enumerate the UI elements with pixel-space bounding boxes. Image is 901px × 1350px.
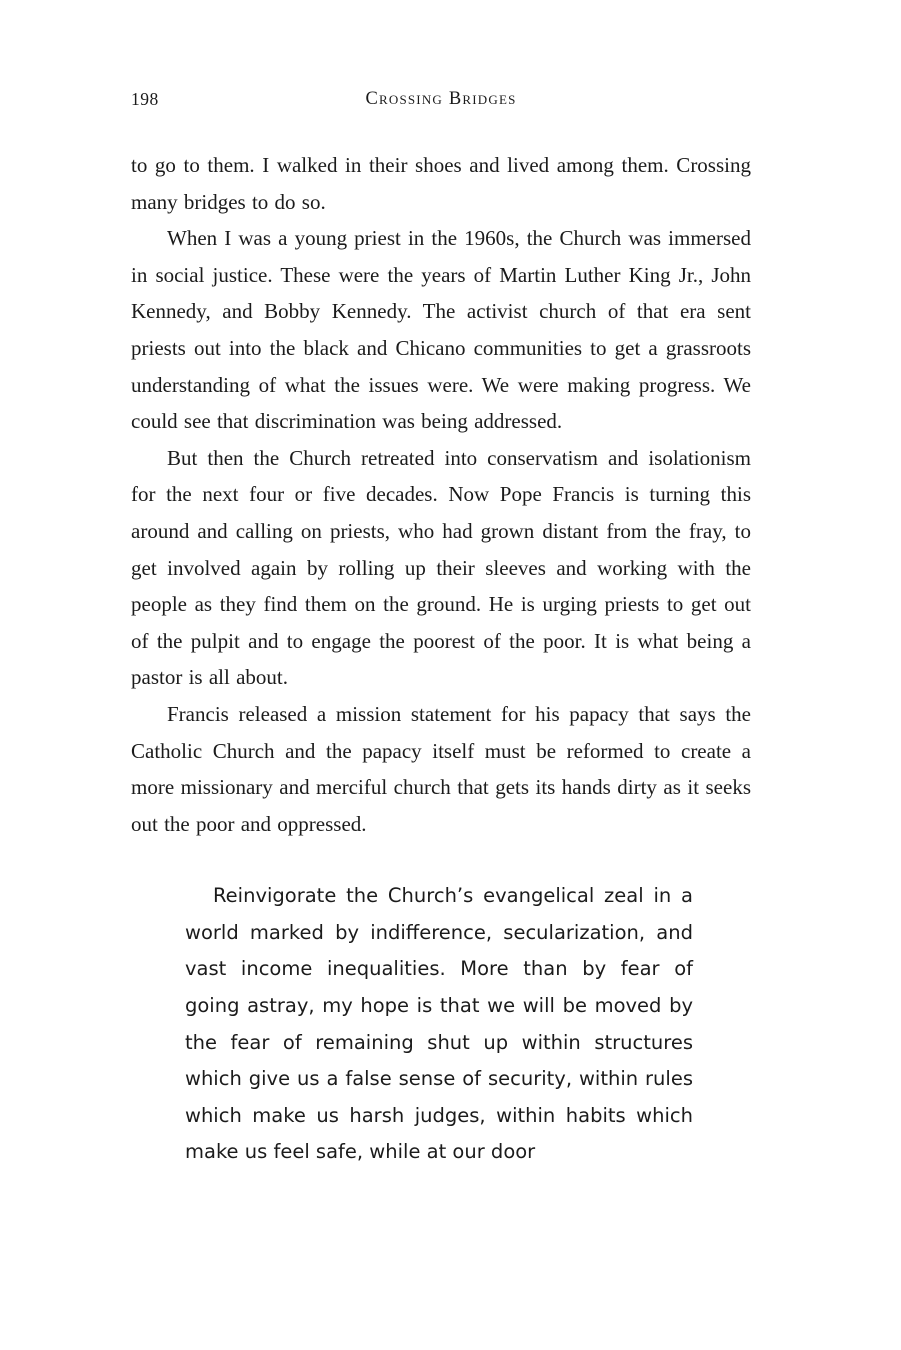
paragraph: Francis released a mission statement for his papacy that says the Catholic Church and the papacy itself must be reformed to create a more missionary and merciful church that gets its hands dirty as it seeks out the poor and oppressed. [131,701,751,836]
paragraph: When I was a young priest in the 1960s, the Church was immersed in social justice. These were the years of Martin Luther King Jr., John Kennedy, and Bobby Kennedy. The activist church of that era sent priests out into the black and Chicano communities to get a grassroots understanding of what the issues were. We were making progress. We could see that discrimination was being addressed. [131,226,751,434]
body-text [131,147,751,1171]
paragraph: But then the Church retreated into conservatism and isolationism for the next four or five decades. Now Pope Francis is turning this around and calling on priests, who had grown distant from the fray, to get involved again by rolling up their sleeves and working with the people as they find them on the ground. He is urging priests to get out of the pulpit and to engage the poorest of the poor. It is what being a pastor is all about. [131,445,751,690]
paragraph: to go to them. I walked in their shoes and lived among them. Crossing many bridges to do so. [131,153,751,214]
running-title: Crossing Bridges [365,89,517,109]
page-header [131,88,751,110]
page-number: 198 [131,89,159,109]
block-quote: Reinvigorate the Church’s evangelical zeal in a world marked by indifference, secularization, and vast income inequalities. More than by fear of going astray, my hope is that we will be moved by the fear of remaining shut up within structures which give us a false sense of security, within rules which make us harsh judges, within habits which make us feel safe, while at our door [185,884,693,1164]
